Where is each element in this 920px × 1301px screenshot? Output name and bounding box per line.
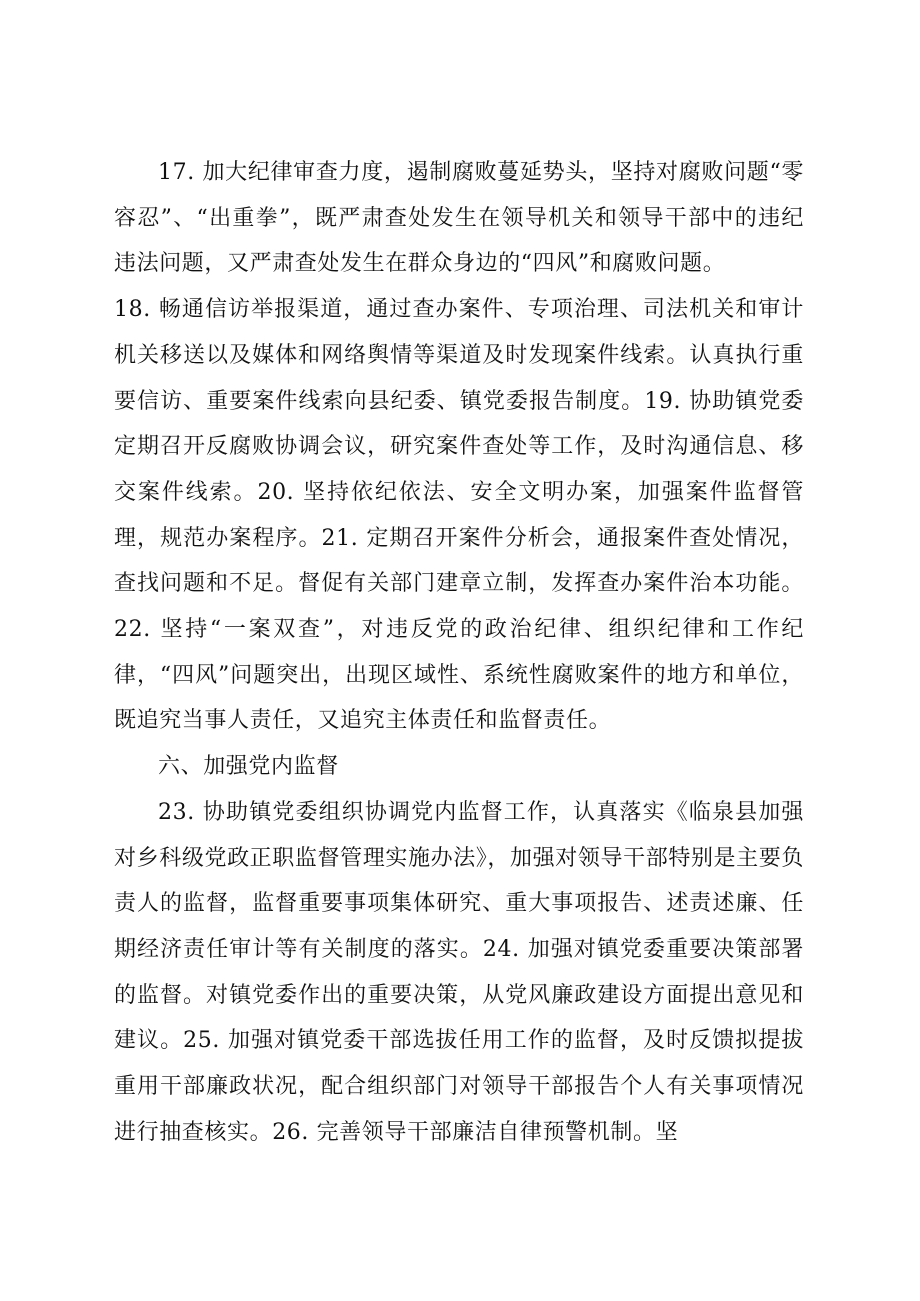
document-body [114,150,804,1155]
section-heading: 六、加强党内监督 [158,754,339,780]
paragraph-items-18-22: 18. 畅通信访举报渠道，通过查办案件、专项治理、司法机关和审计机关移送以及媒体和网络舆情等渠道及时发现案件线索。认真执行重要信访、重要案件线索向县纪委、镇党委报告制度。19. 协助镇党委定期召开反腐败协调会议，研究案件查处等工作，及时沟通信息、移交案件线索。20. 坚持依纪依法、安全文明办案，加强案件监督管理，规范办案程序。21. 定期召开案件分析会，通报案件查处情况，查找问题和不足。督促有关部门建章立制，发挥查办案件治本功能。22. 坚持“一案双查”，对违反党的政治纪律、组织纪律和工作纪律，“四风”问题突出，出现区域性、系统性腐败案件的地方和单位，既追究当事人责任，又追究主体责任和监督责任。 [114,297,804,734]
paragraph-item-17: 17. 加大纪律审查力度，遏制腐败蔓延势头，坚持对腐败问题“零容忍”、“出重拳”，既严肃查处发生在领导机关和领导干部中的违纪违法问题，又严肃查处发生在群众身边的“四风”和腐败问题。 [114,160,804,277]
paragraph-items-23-26: 23. 协助镇党委组织协调党内监督工作，认真落实《临泉县加强对乡科级党政正职监督管理实施办法》，加强对领导干部特别是主要负责人的监督，监督重要事项集体研究、重大事项报告、述责述廉、任期经济责任审计等有关制度的落实。24. 加强对镇党委重要决策部署的监督。对镇党委作出的重要决策，从党风廉政建设方面提出意见和建议。25. 加强对镇党委干部选拔任用工作的监督，及时反馈拟提拔重用干部廉政状况，配合组织部门对领导干部报告个人有关事项情况进行抽查核实。26. 完善领导干部廉洁自律预警机制。坚 [114,799,804,1145]
